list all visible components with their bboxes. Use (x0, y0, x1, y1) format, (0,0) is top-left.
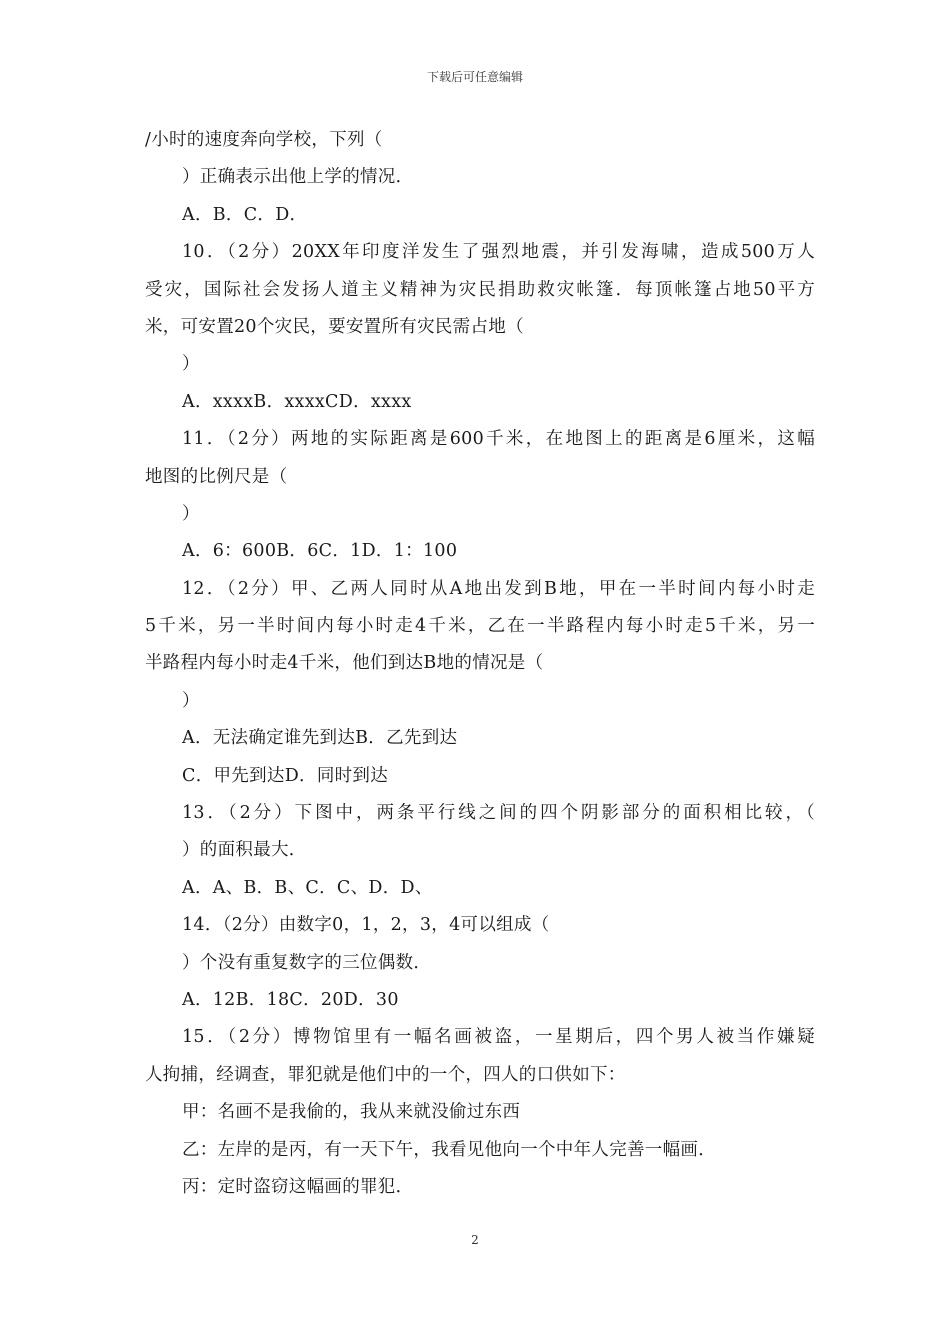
text-line: 15．（2分）博物馆里有一幅名画被盗，一星期后，四个男人被当作嫌疑 (182, 1027, 815, 1048)
text-line: C．甲先到达D．同时到达 (182, 765, 389, 786)
page-number: 2 (471, 1233, 479, 1247)
page-header: 下载后可任意编辑 (426, 70, 523, 84)
text-line: A．xxxxB．xxxxCD．xxxx (182, 391, 412, 412)
text-line: 10．（2分）20XX年印度洋发生了强烈地震，并引发海啸，造成500万人 (182, 242, 815, 263)
text-line: /小时的速度奔向学校，下列（ (145, 130, 383, 150)
text-line: A．无法确定谁先到达B．乙先到达 (182, 728, 458, 749)
text-line: 12．（2分）甲、乙两人同时从A地出发到B地，甲在一半时间内每小时走 (182, 578, 815, 599)
text-line: 人拘捕，经调查，罪犯就是他们中的一个，四人的口供如下： (145, 1064, 626, 1085)
text-line: 11．（2分）两地的实际距离是600千米，在地图上的距离是6厘米，这幅 (182, 429, 815, 450)
text-line: A．B．C．D． (182, 204, 308, 225)
text-line: A．12B．18C．20D．30 (182, 989, 399, 1010)
text-line: ） (182, 354, 200, 375)
text-line: 13．（2分）下图中，两条平行线之间的四个阴影部分的面积相比较，（ (182, 803, 815, 824)
text-line: ） (182, 690, 200, 711)
text-line: ） (182, 503, 200, 524)
page-content (145, 122, 815, 1206)
text-line: 5千米，另一半时间内每小时走4千米，乙在一半路程内每小时走5千米，另一 (145, 616, 815, 637)
text-line: 半路程内每小时走4千米，他们到达B地的情况是（ (145, 653, 544, 674)
text-line: ）的面积最大． (182, 840, 307, 861)
text-line: 受灾，国际社会发扬人道主义精神为灾民捐助救灾帐篷．每顶帐篷占地50平方 (145, 279, 815, 300)
text-line: 乙：左岸的是丙，有一天下午，我看见他向一个中年人完善一幅画． (182, 1139, 716, 1160)
text-line: 丙：定时盗窃这幅画的罪犯． (182, 1176, 414, 1197)
text-line: 地图的比例尺是（ (145, 466, 288, 487)
text-line: 14．（2分）由数字0，1，2，3，4可以组成（ (182, 915, 550, 936)
text-line: ）个没有重复数字的三位偶数． (182, 952, 432, 973)
text-line: A．6：600B．6C．1D．1：100 (182, 541, 458, 562)
text-line: 甲：名画不是我偷的，我从来就没偷过东西 (182, 1102, 521, 1123)
text-line: A．A、B．B、C．C、D．D、 (182, 877, 433, 898)
text-line: 米，可安置20个灾民，要安置所有灾民需占地（ (145, 316, 524, 337)
text-line: ）正确表示出他上学的情况． (182, 167, 414, 188)
